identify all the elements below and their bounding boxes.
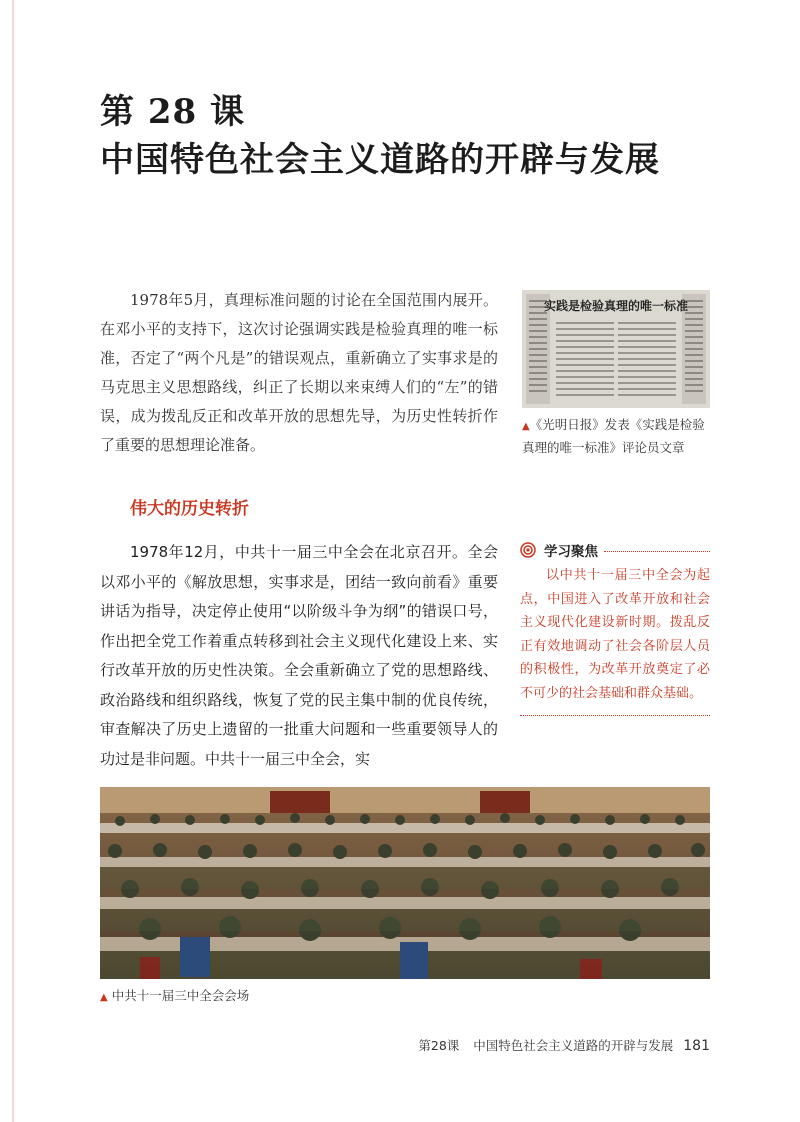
study-focus-text: 以中共十一届三中全会为起点，中国进入了改革开放和社会主义现代化建设新时期。拨乱反正有效地调动了社会各阶层人员的积极性，为改革开放奠定了必不可少的社会基础和群众基础。 <box>520 568 710 701</box>
study-focus-box <box>520 540 710 716</box>
meeting-caption-text: 中共十一届三中全会会场 <box>111 988 250 1003</box>
meeting-photo <box>100 787 710 979</box>
dotted-divider <box>604 551 710 552</box>
study-focus-header <box>520 540 710 560</box>
lesson-title: 中国特色社会主义道路的开辟与发展 <box>100 140 660 180</box>
intro-paragraph: 1978年5月，真理标准问题的讨论在全国范围内展开。在邓小平的支持下，这次讨论强调实践是检验真理的唯一标准，否定了“两个凡是”的错误观点，重新确立了实事求是的马克思主义思想路线，纠正了长期以来束缚人们的“左”的错误，成为拨乱反正和改革开放的思想先导，为历史性转折作了重要的思想理论准备。 <box>100 291 498 454</box>
newspaper-headline: 实践是检验真理的唯一标准 <box>543 299 689 313</box>
page-edge-line <box>12 0 14 1122</box>
triangle-marker-icon: ▲ <box>522 421 530 432</box>
newspaper-image <box>522 290 710 408</box>
footer-title: 中国特色社会主义道路的开辟与发展 <box>473 1038 674 1053</box>
dotted-divider-bottom <box>520 715 710 716</box>
footer-lesson: 第28课 <box>418 1038 460 1053</box>
newspaper-photo <box>522 290 710 408</box>
meeting-image <box>100 787 710 979</box>
meeting-caption <box>100 986 249 1004</box>
lesson-number: 第 28 课 <box>100 92 245 132</box>
newspaper-caption-text: 《光明日报》发表《实践是检验真理的唯一标准》评论员文章 <box>522 417 705 455</box>
page-number: 181 <box>683 1038 710 1054</box>
study-focus-label: 学习聚焦 <box>544 544 598 560</box>
page-footer <box>418 1036 710 1054</box>
triangle-marker-icon: ▲ <box>100 992 108 1003</box>
newspaper-caption <box>522 414 712 458</box>
section-title: 伟大的历史转折 <box>130 499 249 519</box>
focus-target-icon <box>520 542 536 558</box>
section-body: 1978年12月，中共十一届三中全会在北京召开。全会以邓小平的《解放思想，实事求是，团结一致向前看》重要讲话为指导，决定停止使用“以阶级斗争为纲”的错误口号，作出把全党工作着重点转移到社会主义现代化建设上来、实行改革开放的历史性决策。全会重新确立了党的思想路线、政治路线和组织路线，恢复了党的民主集中制的优良传统，审查解决了历史上遗留的一批重大问题和一些重要领导人的功过是非问题。中共十一届三中全会，实 <box>100 543 498 768</box>
